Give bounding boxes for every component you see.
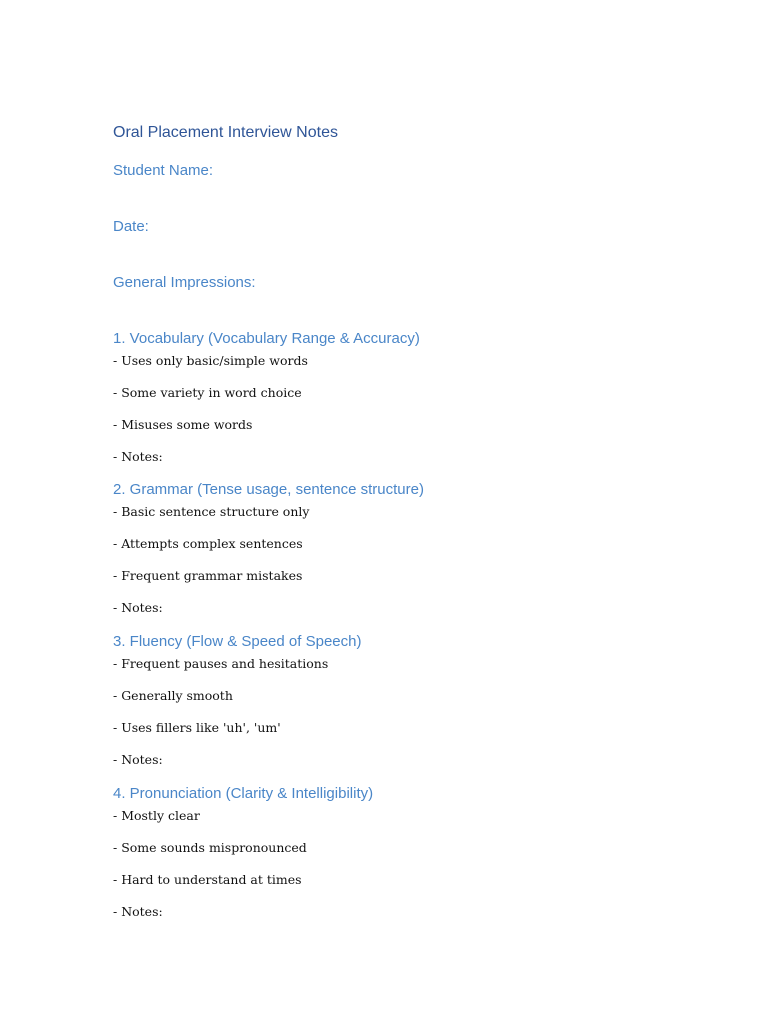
document-title: Oral Placement Interview Notes	[113, 124, 338, 141]
section-heading-pronunciation: 4. Pronunciation (Clarity & Intelligibility)	[113, 785, 374, 802]
list-item: - Hard to understand at times	[113, 872, 302, 887]
general-impressions-label: General Impressions:	[113, 274, 256, 291]
list-item: - Some variety in word choice	[113, 385, 302, 400]
list-item: - Frequent grammar mistakes	[113, 568, 303, 583]
notes-item: - Notes:	[113, 449, 163, 464]
document-page	[113, 0, 713, 1024]
list-item: - Mostly clear	[113, 808, 200, 823]
list-item: - Uses only basic/simple words	[113, 353, 308, 368]
list-item: - Attempts complex sentences	[113, 536, 303, 551]
list-item: - Frequent pauses and hesitations	[113, 656, 329, 671]
list-item: - Misuses some words	[113, 417, 253, 432]
student-name-label: Student Name:	[113, 162, 214, 179]
list-item: - Uses fillers like 'uh', 'um'	[113, 720, 281, 735]
section-heading-vocabulary: 1. Vocabulary (Vocabulary Range & Accuracy)	[113, 330, 420, 347]
notes-item: - Notes:	[113, 600, 163, 615]
section-heading-fluency: 3. Fluency (Flow & Speed of Speech)	[113, 633, 362, 650]
list-item: - Some sounds mispronounced	[113, 840, 307, 855]
date-label: Date:	[113, 218, 149, 235]
notes-item: - Notes:	[113, 904, 163, 919]
list-item: - Generally smooth	[113, 688, 233, 703]
list-item: - Basic sentence structure only	[113, 504, 310, 519]
section-heading-grammar: 2. Grammar (Tense usage, sentence structure)	[113, 481, 424, 498]
notes-item: - Notes:	[113, 752, 163, 767]
